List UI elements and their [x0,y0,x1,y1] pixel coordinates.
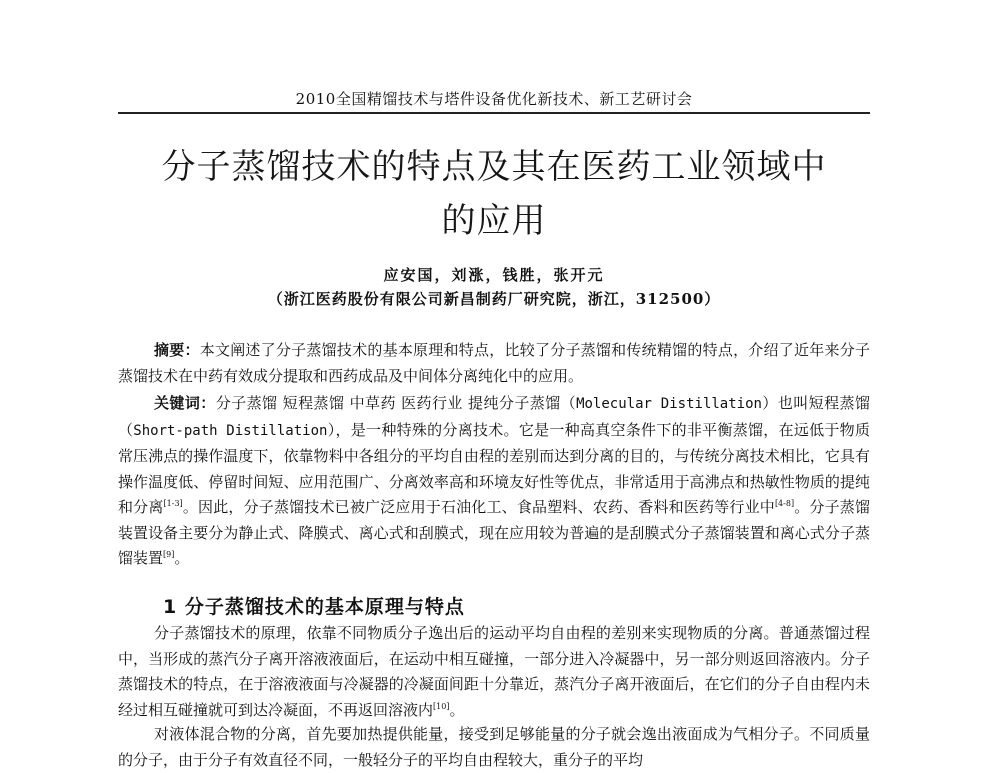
keywords-text-d: 。 [174,549,190,567]
keywords-intro-a: 分子蒸馏（ [498,394,577,412]
section-1-paragraph-2: 对液体混合物的分离，首先要加热提供能量，接受到足够能量的分子就会逸出液面成为气相分子。不同质量的分子，由于分子有效直径不同，一般轻分子的平均自由程较大，重分子的平均 [118,725,870,769]
title-line-2: 的应用 [441,201,547,241]
citation: [4-8] [774,499,795,508]
authors: 应安国，刘涨，钱胜，张开元 [383,266,605,284]
section-1-heading: 1 分子蒸馏技术的基本原理与特点 [163,596,465,618]
english-alias: Short-path Distillation [133,422,328,439]
paper-title [118,140,870,248]
section-1-p1-text: 分子蒸馏技术的原理，依靠不同物质分子逸出后的运动平均自由程的差别来实现物质的分离。普通蒸馏过程中，当形成的蒸汽分子离开溶液液面后，在运动中相互碰撞，一部分进入冷凝器中，另一部分则返回溶液内。分子蒸馏技术的特点，在于溶液液面与冷凝器的冷凝面间距十分靠近，蒸汽分子离开液面后，在它们的分子自由程内未经过相互碰撞就可到达冷凝面，不再返回溶液内 [118,624,870,719]
running-header: 2010全国精馏技术与塔件设备优化新技术、新工艺研讨会 [118,88,870,114]
abstract-text: 本文阐述了分子蒸馏技术的基本原理和特点，比较了分子蒸馏和传统精馏的特点，介绍了近年来分子蒸馏技术在中药有效成分提取和西药成品及中间体分离纯化中的应用。 [118,341,870,385]
keywords-terms: 分子蒸馏 短程蒸馏 中草药 医药行业 提纯 [215,394,499,412]
english-term: Molecular Distillation [576,396,762,412]
keywords-intro-b: ）也叫短程蒸馏（ [118,394,870,439]
keywords-intro-c: ），是一种特殊的分离技术。它是一种高真空条件下的非平衡蒸馏，在远低于物质常压沸点的操作温度下，依靠物料中各组分的平均自由程的差别而达到分离的目的，与传统分离技术相比，它具有操作温度低、停留时间短、应用范围广、分离效率高和环境友好性等优点，非常适用于高沸点和热敏性物质的提纯和分离 [118,420,870,516]
section-1-p1-end: 。 [449,700,465,719]
citation: [1-3] [163,499,183,508]
keywords-text-c: 。分子蒸馏装置设备主要分为静止式、降膜式、离心式和刮膜式，现在应用较为普遍的是刮膜式分子蒸馏装置和离心式分子蒸馏装置 [118,498,870,567]
citation: [9] [163,550,175,559]
title-line-1: 分子蒸馏技术的特点及其在医药工业领域中 [161,147,827,187]
keywords-label: 关键词： [154,394,216,412]
abstract-label: 摘要： [154,341,200,359]
citation: [10] [433,701,450,711]
affiliation: （浙江医药股份有限公司新昌制药厂研究院，浙江，312500） [267,290,721,308]
keywords-text-b: 。因此，分子蒸馏技术已被广泛应用于石油化工、食品塑料、农药、香料和医药等行业中 [182,498,775,516]
section-1-paragraph-1 [118,621,870,723]
keywords-paragraph [118,391,870,572]
abstract [118,338,870,389]
